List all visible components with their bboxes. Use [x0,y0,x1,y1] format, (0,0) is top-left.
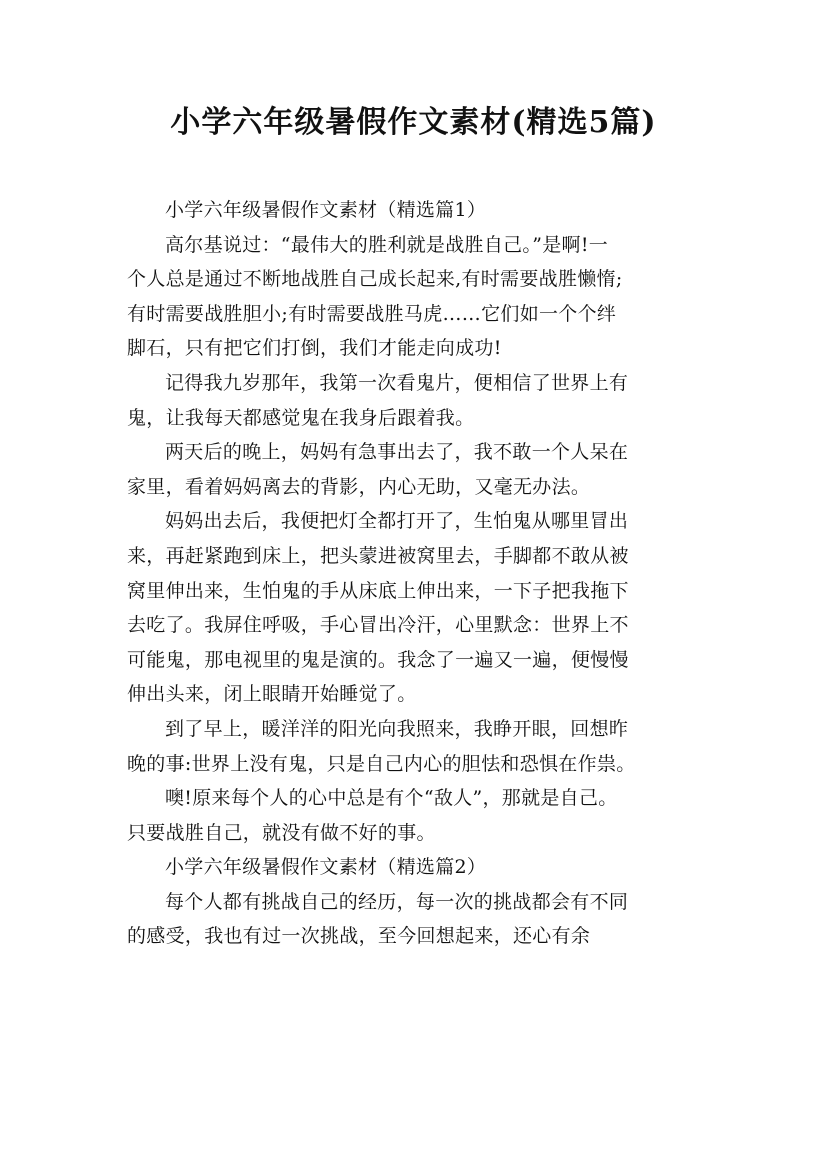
text-line: 记得我九岁那年，我第一次看鬼片，便相信了世界上有 [165,371,629,394]
paragraph [127,504,707,712]
paragraph [127,435,707,504]
text-line: 伸出头来，闭上眼睛开始睡觉了。 [127,683,417,706]
text-line: 去吃了。我屏住呼吸，手心冒出冷汗，心里默念：世界上不 [127,614,629,637]
text-line: 脚石，只有把它们打倒，我们才能走向成功! [127,337,502,360]
text-line: 高尔基说过：“最伟大的胜利就是战胜自己。”是啊!一 [165,233,609,256]
text-line: 的感受，我也有过一次挑战，至今回想起来，还心有余 [127,925,591,948]
text-line: 鬼，让我每天都感觉鬼在我身后跟着我。 [127,406,475,429]
paragraph [127,885,707,954]
text-line: 每个人都有挑战自己的经历，每一次的挑战都会有不同 [165,890,629,913]
text-line: 有时需要战胜胆小;有时需要战胜马虎……它们如一个个绊 [127,302,617,325]
text-line: 妈妈出去后，我便把灯全都打开了，生怕鬼从哪里冒出 [165,510,629,533]
paragraph [127,781,707,850]
section-heading: 小学六年级暑假作文素材（精选篇1） [165,199,487,221]
document-body [127,193,707,954]
text-line: 晚的事:世界上没有鬼，只是自己内心的胆怯和恐惧在作祟。 [127,752,636,775]
text-line: 家里，看着妈妈离去的背影，内心无助，又毫无办法。 [127,475,591,498]
section-heading: 小学六年级暑假作文素材（精选篇2） [165,856,487,879]
text-line: 窝里伸出来，生怕鬼的手从床底上伸出来，一下子把我拖下 [127,579,629,602]
text-line: 只要战胜自己，就没有做不好的事。 [127,821,436,844]
text-line: 来，再赶紧跑到床上，把头蒙进被窝里去，手脚都不敢从被 [127,544,629,567]
paragraph [127,712,707,781]
paragraph [127,228,707,366]
text-line: 噢!原来每个人的心中总是有个“敌人”，那就是自己。 [165,787,618,810]
paragraph [127,366,707,435]
text-line: 个人总是通过不断地战胜自己成长起来,有时需要战胜懒惰; [127,268,623,291]
document-title: 小学六年级暑假作文素材(精选5篇) [170,105,657,140]
text-line: 可能鬼，那电视里的鬼是演的。我念了一遍又一遍，便慢慢 [127,648,629,671]
text-line: 到了早上，暖洋洋的阳光向我照来，我睁开眼，回想昨 [165,717,629,740]
text-line: 两天后的晚上，妈妈有急事出去了，我不敢一个人呆在 [165,441,629,464]
